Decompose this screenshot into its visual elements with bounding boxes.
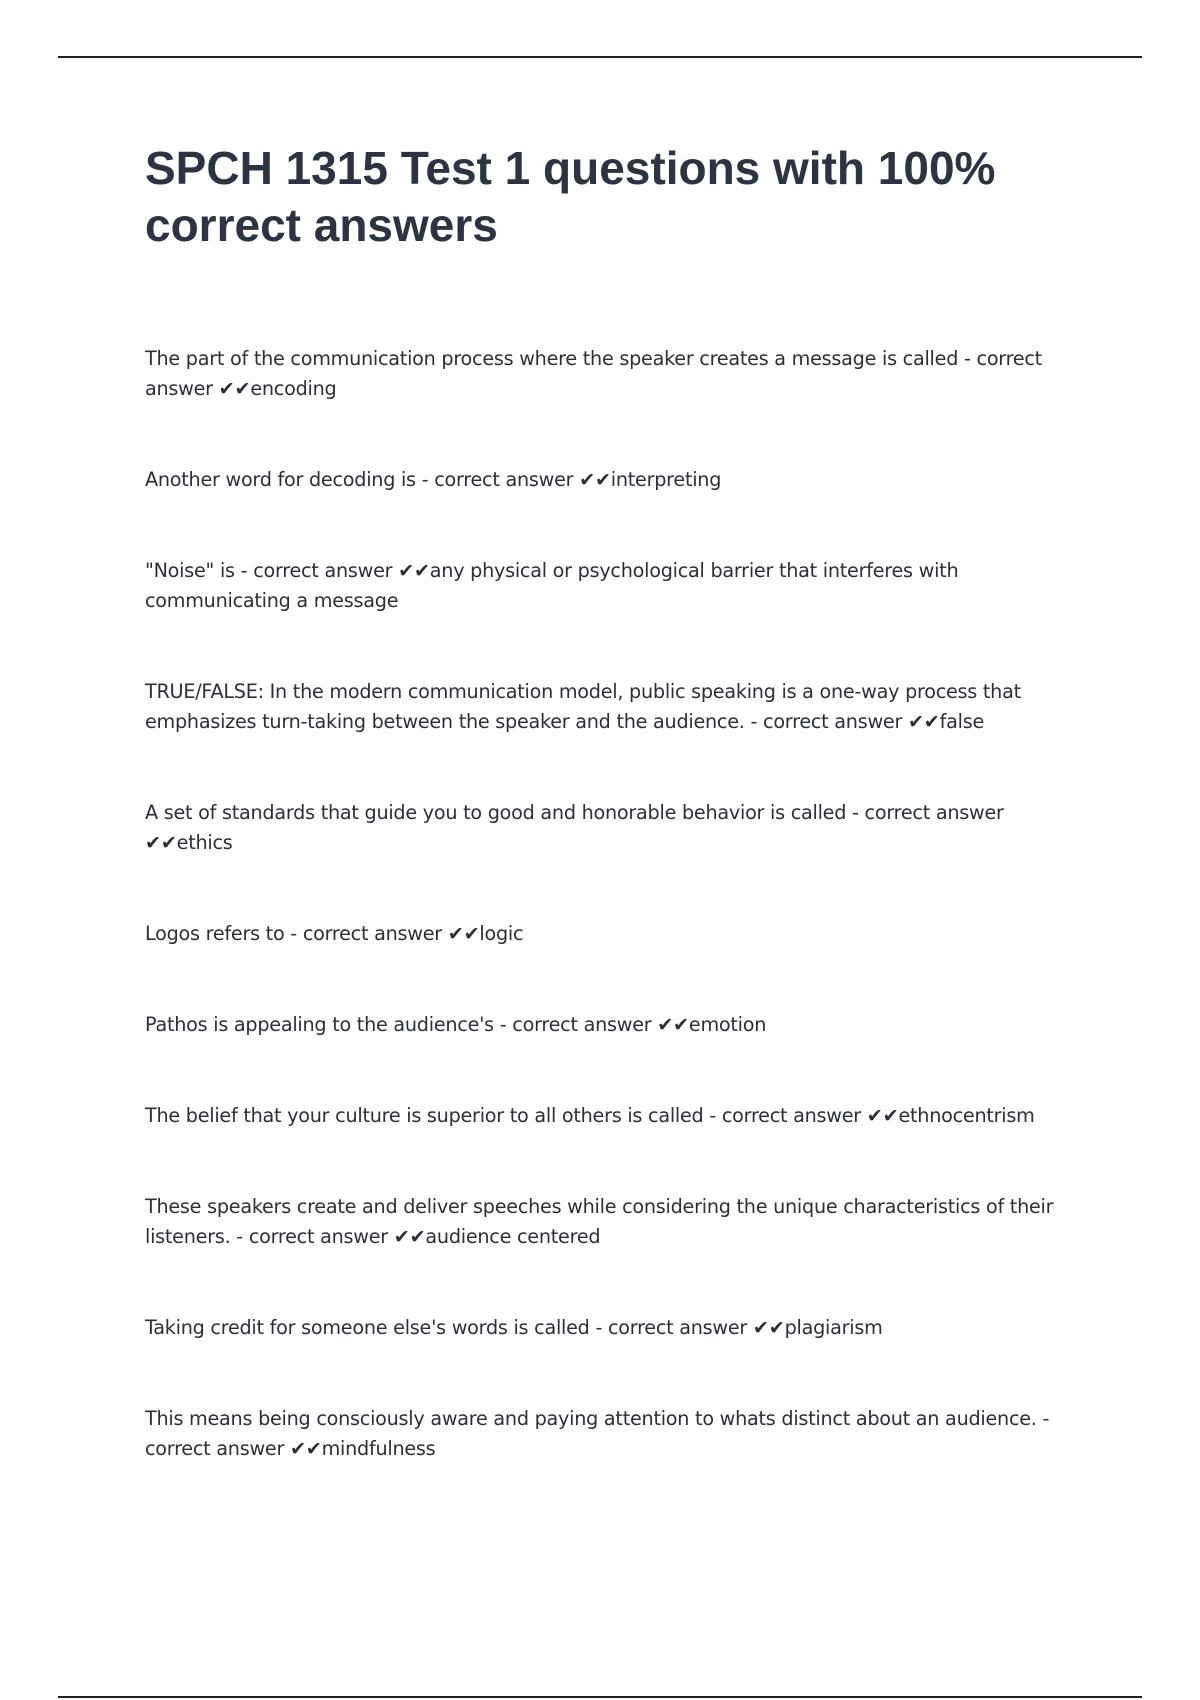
double-check-icon: ✔✔ bbox=[657, 1013, 689, 1036]
qa-item bbox=[145, 465, 1095, 495]
answer-label: correct answer bbox=[145, 1437, 290, 1460]
double-check-icon: ✔✔ bbox=[218, 377, 251, 400]
qa-item bbox=[145, 344, 1095, 404]
separator: - bbox=[744, 710, 764, 733]
answer-label: correct answer bbox=[302, 922, 448, 945]
separator: - bbox=[234, 559, 254, 582]
qa-item bbox=[145, 798, 1095, 858]
question-text: The belief that your culture is superior to all others is called bbox=[145, 1104, 704, 1127]
separator: - bbox=[230, 1225, 249, 1248]
answer-text: ethnocentrism bbox=[898, 1104, 1035, 1127]
answer-text: encoding bbox=[250, 377, 337, 400]
question-text: Taking credit for someone else's words is called bbox=[145, 1316, 590, 1339]
qa-item bbox=[145, 919, 1095, 949]
answer-label: correct answer bbox=[864, 801, 1004, 824]
separator: - bbox=[846, 801, 865, 824]
question-text: A set of standards that guide you to good and honorable behavior is called bbox=[145, 801, 847, 824]
double-check-icon: ✔✔ bbox=[145, 831, 177, 854]
double-check-icon: ✔✔ bbox=[866, 1104, 899, 1127]
document-title: SPCH 1315 Test 1 questions with 100% correct answers bbox=[145, 142, 996, 251]
separator: - bbox=[703, 1104, 722, 1127]
double-check-icon: ✔✔ bbox=[398, 559, 430, 582]
qa-list bbox=[145, 344, 1095, 1525]
separator: - bbox=[589, 1316, 608, 1339]
answer-text: ethics bbox=[176, 831, 233, 854]
answer-label: correct answer bbox=[721, 1104, 867, 1127]
answer-label: correct answer bbox=[248, 1225, 394, 1248]
answer-label: correct answer bbox=[607, 1316, 753, 1339]
question-text: Logos refers to bbox=[145, 922, 285, 945]
answer-text: false bbox=[939, 710, 985, 733]
double-check-icon: ✔✔ bbox=[907, 710, 940, 733]
question-text: These speakers create and deliver speeches while considering the unique characteristics of their listeners. bbox=[145, 1195, 1054, 1248]
separator: - bbox=[415, 468, 435, 491]
answer-text: mindfulness bbox=[321, 1437, 436, 1460]
double-check-icon: ✔✔ bbox=[752, 1316, 785, 1339]
qa-item bbox=[145, 1010, 1095, 1040]
answer-text: plagiarism bbox=[784, 1316, 883, 1339]
question-text: "Noise" is bbox=[145, 559, 235, 582]
separator: - bbox=[958, 347, 977, 370]
bottom-rule bbox=[58, 1696, 1142, 1698]
qa-item bbox=[145, 1101, 1095, 1131]
separator: - bbox=[493, 1013, 513, 1036]
double-check-icon: ✔✔ bbox=[393, 1225, 426, 1248]
answer-label: correct answer bbox=[434, 468, 580, 491]
separator: - bbox=[1036, 1407, 1050, 1430]
qa-item bbox=[145, 1192, 1095, 1252]
answer-text: emotion bbox=[688, 1013, 767, 1036]
question-text: Pathos is appealing to the audience's bbox=[145, 1013, 494, 1036]
double-check-icon: ✔✔ bbox=[579, 468, 611, 491]
answer-label: correct answer bbox=[763, 710, 908, 733]
qa-item bbox=[145, 677, 1095, 737]
qa-item bbox=[145, 1404, 1095, 1464]
question-text: This means being consciously aware and paying attention to whats distinct about an audience. bbox=[145, 1407, 1037, 1430]
qa-item bbox=[145, 1313, 1095, 1343]
answer-label: correct answer bbox=[145, 347, 1042, 400]
answer-text: logic bbox=[479, 922, 524, 945]
answer-text: audience centered bbox=[425, 1225, 601, 1248]
answer-label: correct answer bbox=[512, 1013, 658, 1036]
question-text: TRUE/FALSE: In the modern communication model, public speaking is a one-way process that emphasizes turn-taking between the speaker and the audience. bbox=[145, 680, 1021, 733]
top-rule bbox=[58, 56, 1142, 58]
double-check-icon: ✔✔ bbox=[289, 1437, 322, 1460]
question-text: Another word for decoding is bbox=[145, 468, 416, 491]
separator: - bbox=[284, 922, 303, 945]
qa-item bbox=[145, 556, 1095, 616]
question-text: The part of the communication process where the speaker creates a message is called bbox=[145, 347, 959, 370]
answer-text: interpreting bbox=[610, 468, 722, 491]
double-check-icon: ✔✔ bbox=[447, 922, 480, 945]
answer-text: any physical or psychological barrier that interferes with communicating a message bbox=[145, 559, 959, 612]
answer-label: correct answer bbox=[253, 559, 399, 582]
